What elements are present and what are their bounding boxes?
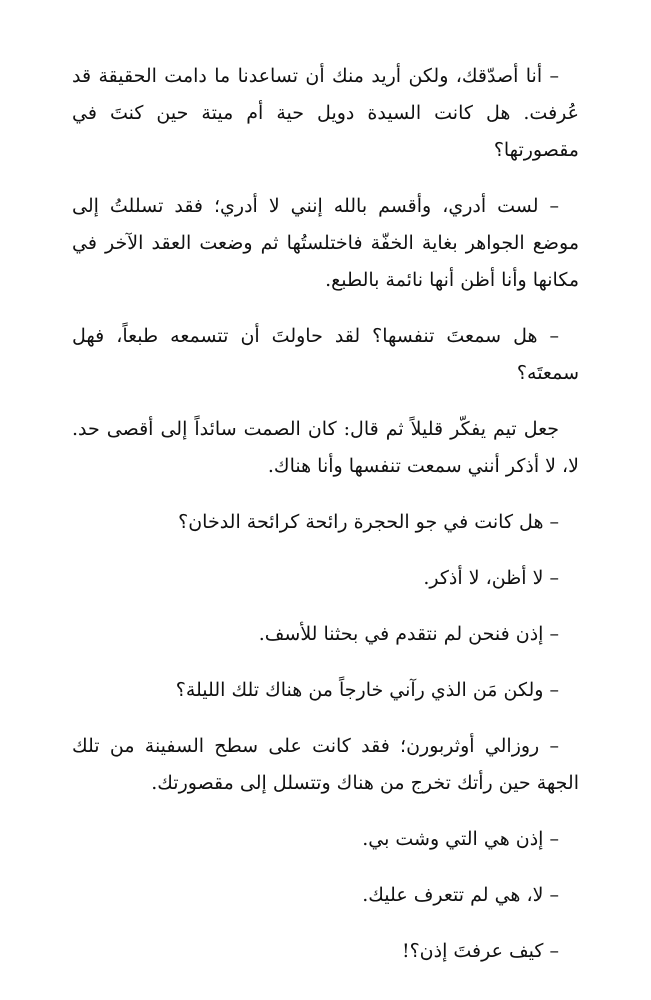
paragraph-4: جعل تيم يفكّر قليلاً ثم قال: كان الصمت سائداً إلى أقصى حد. لا، لا أذكر أنني سمعت تنفسها وأنا هناك. — [72, 418, 579, 477]
paragraph-12: – كيف عرفتَ إذن؟! — [401, 940, 559, 962]
paragraph-2: – لست أدري، وأقسم بالله إنني لا أدري؛ فقد تسللتُ إلى موضع الجواهر بغاية الخفّة فاختلستُها ثم وضعت العقد الآخر في مكانها وأنا أظن أنها نائمة بالطبع. — [72, 195, 579, 291]
paragraph-7: – إذن فنحن لم نتقدم في بحثنا للأسف. — [258, 623, 559, 645]
paragraph-11: – لا، هي لم تتعرف عليك. — [362, 884, 559, 906]
paragraph-3: – هل سمعتَ تنفسها؟ لقد حاولتَ أن تتسمعه طبعاً، فهل سمعتَه؟ — [72, 325, 579, 384]
paragraph-8: – ولكن مَن الذي رآني خارجاً من هناك تلك الليلة؟ — [175, 679, 559, 701]
paragraph-1: – أنا أصدّقك، ولكن أريد منك أن تساعدنا ما دامت الحقيقة قد عُرفت. هل كانت السيدة دويل حية أم ميتة حين كنتَ في مقصورتها؟ — [72, 65, 579, 161]
book-page — [72, 58, 579, 980]
paragraph-6: – لا أظن، لا أذكر. — [423, 567, 559, 589]
paragraph-9: – روزالي أوثربورن؛ فقد كانت على سطح السفينة من تلك الجهة حين رأتك تخرج من هناك وتتسلل إلى مقصورتك. — [72, 735, 579, 794]
paragraph-5: – هل كانت في جو الحجرة رائحة كرائحة الدخان؟ — [178, 511, 559, 533]
paragraph-10: – إذن هي التي وشت بي. — [362, 828, 559, 850]
